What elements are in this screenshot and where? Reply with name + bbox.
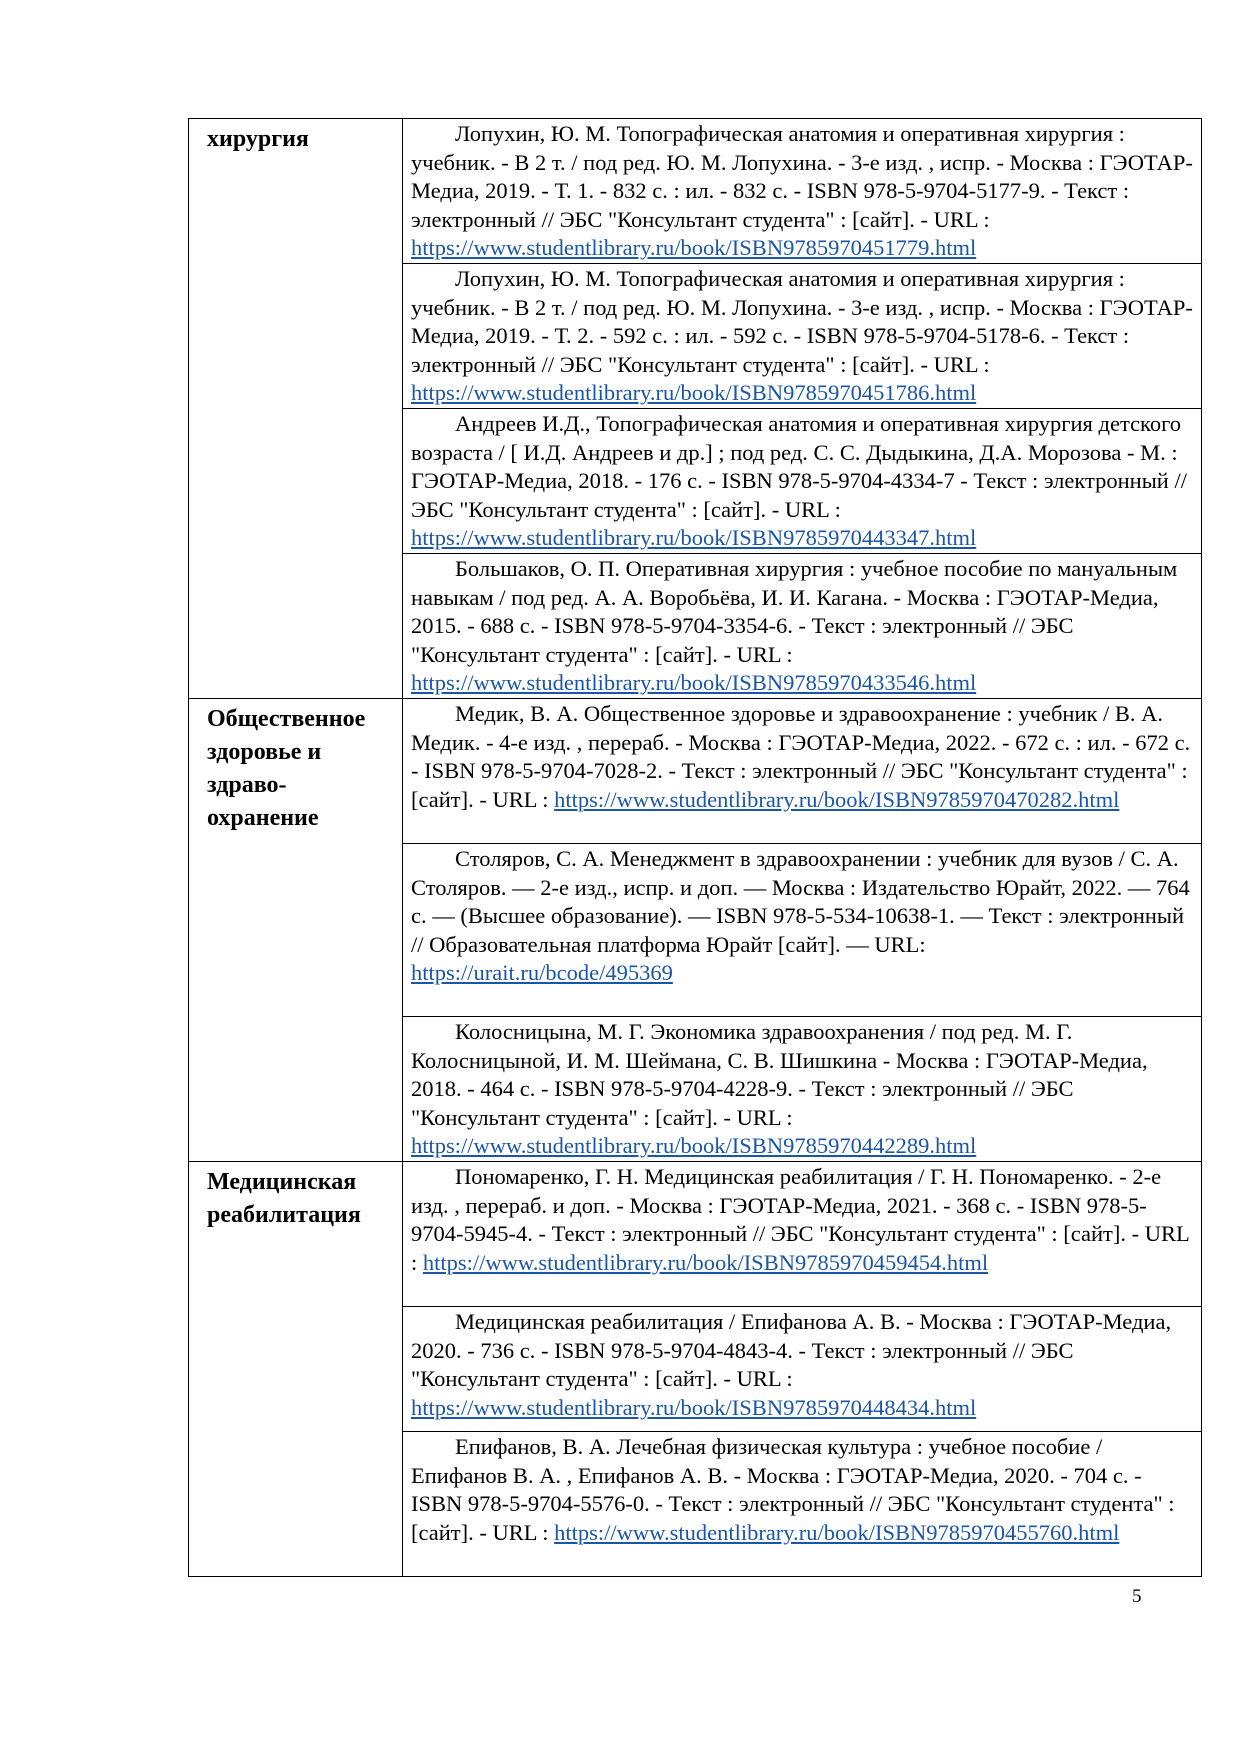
reference-link[interactable]: https://urait.ru/bcode/495369 xyxy=(411,960,673,986)
reference-link[interactable]: https://www.studentlibrary.ru/book/ISBN9785970455760.html xyxy=(554,1519,1120,1545)
reference-text: Лопухин, Ю. М. Топографическая анатомия и оперативная хирургия : учебник. - В 2 т. / под ред. Ю. М. Лопухина. - 3-е изд. , испр. - Москва : ГЭОТАР-Медиа, 2019. - Т. 2. - 592 с. : ил. - 592 с. - ISBN 978-5-9704-5178-6. - Текст : электронный // ЭБС "Консультант студента" : [сайт]. - URL : xyxy=(411,266,1193,377)
reference-entry xyxy=(403,264,1201,409)
reference-link[interactable]: https://www.studentlibrary.ru/book/ISBN9785970442289.html xyxy=(411,1133,977,1159)
reference-link[interactable]: https://www.studentlibrary.ru/book/ISBN9785970448434.html xyxy=(411,1394,977,1420)
reference-text: Медицинская реабилитация / Епифанова А. В. - Москва : ГЭОТАР-Медиа, 2020. - 736 с. - ISBN 978-5-9704-4843-4. - Текст : электронный // ЭБС "Консультант студента" : [сайт]. - URL : xyxy=(411,1309,1172,1392)
subject-cell xyxy=(189,1162,403,1577)
table-row xyxy=(189,1162,1202,1577)
reference-entry xyxy=(403,119,1201,264)
subject-title: Медицинская реабилитация xyxy=(207,1169,361,1228)
reference-text: Медик, В. А. Общественное здоровье и здравоохранение : учебник / В. А. Медик. - 4-е изд. , перераб. - Москва : ГЭОТАР-Медиа, 2022. - 672 с. : ил. - 672 с. - ISBN 978-5-9704-7028-2. - Текст : электронный // ЭБС "Консультант студента" : [сайт]. - URL : xyxy=(411,701,1191,812)
reference-link[interactable]: https://www.studentlibrary.ru/book/ISBN9785970459454.html xyxy=(422,1249,989,1275)
reference-entry xyxy=(403,409,1201,554)
reference-text: Колосницына, М. Г. Экономика здравоохранения / под ред. М. Г. Колосницыной, И. М. Шеймана, С. В. Шишкина - Москва : ГЭОТАР-Медиа, 2018. - 464 с. - ISBN 978-5-9704-4228-9. - Текст : электронный // ЭБС "Консультант студента" : [сайт]. - URL : xyxy=(411,1019,1148,1130)
reference-link[interactable]: https://www.studentlibrary.ru/book/ISBN9785970451786.html xyxy=(411,380,977,406)
reference-text: Епифанов, В. А. Лечебная физическая культура : учебное пособие / Епифанов В. А. , Епифанов А. В. - Москва : ГЭОТАР-Медиа, 2020. - 704 с. - ISBN 978-5-9704-5576-0. - Текст : электронный // ЭБС "Консультант студента" : [сайт]. - URL : xyxy=(411,1434,1175,1545)
references-cell xyxy=(403,1162,1202,1577)
reference-text: Столяров, С. А. Менеджмент в здравоохранении : учебник для вузов / С. А. Столяров. — 2-е изд., испр. и доп. — Москва : Издательство Юрайт, 2022. — 764 с. — (Высшее образование). — ISBN 978-5-534-10638-1. — Текст : электронный // Образовательная платформа Юрайт [сайт]. — URL: xyxy=(411,846,1190,957)
subject-title: хирургия xyxy=(207,126,309,152)
reference-link[interactable]: https://www.studentlibrary.ru/book/ISBN9785970470282.html xyxy=(554,786,1120,812)
table-row xyxy=(189,699,1202,1162)
subject-cell xyxy=(189,699,403,1162)
reference-entry xyxy=(403,1162,1201,1307)
reference-text: Андреев И.Д., Топографическая анатомия и оперативная хирургия детского возраста / [ И.Д. Андреев и др.] ; под ред. С. С. Дыдыкина, Д.А. Морозова - М. : ГЭОТАР-Медиа, 2018. - 176 с. - ISBN 978-5-9704-4334-7 - Текст : электронный // ЭБС "Консультант студента" : [сайт]. - URL : xyxy=(411,411,1187,522)
page-number: 5 xyxy=(1132,1586,1142,1607)
reference-text: Лопухин, Ю. М. Топографическая анатомия и оперативная хирургия : учебник. - В 2 т. / под ред. Ю. М. Лопухина. - 3-е изд. , испр. - Москва : ГЭОТАР-Медиа, 2019. - Т. 1. - 832 с. : ил. - 832 с. - ISBN 978-5-9704-5177-9. - Текст : электронный // ЭБС "Консультант студента" : [сайт]. - URL : xyxy=(411,121,1193,232)
reference-text: Большаков, О. П. Оперативная хирургия : учебное пособие по мануальным навыкам / под ред. А. А. Воробьёва, И. И. Кагана. - Москва : ГЭОТАР-Медиа, 2015. - 688 с. - ISBN 978-5-9704-3354-6. - Текст : электронный // ЭБС "Консультант студента" : [сайт]. - URL : xyxy=(411,556,1178,667)
reference-entry xyxy=(403,699,1201,844)
table-row xyxy=(189,119,1202,699)
references-cell xyxy=(403,119,1202,699)
reference-text: Пономаренко, Г. Н. Медицинская реабилитация / Г. Н. Пономаренко. - 2-е изд. , перераб. и доп. - Москва : ГЭОТАР-Медиа, 2021. - 368 с. - ISBN 978-5-9704-5945-4. - Текст : электронный // ЭБС "Консультант студента" : [сайт]. - URL : xyxy=(411,1164,1189,1275)
references-cell xyxy=(403,699,1202,1162)
subject-title: Общественное здоровье и здраво- охранение xyxy=(207,706,366,831)
references-table xyxy=(188,118,1202,1577)
reference-entry xyxy=(403,554,1201,698)
reference-link[interactable]: https://www.studentlibrary.ru/book/ISBN9785970451779.html xyxy=(411,235,977,261)
reference-entry xyxy=(403,1307,1201,1432)
reference-entry xyxy=(403,1432,1201,1576)
reference-entry xyxy=(403,844,1201,1017)
reference-link[interactable]: https://www.studentlibrary.ru/book/ISBN9785970433546.html xyxy=(411,670,977,696)
subject-cell xyxy=(189,119,403,699)
reference-entry xyxy=(403,1017,1201,1161)
reference-link[interactable]: https://www.studentlibrary.ru/book/ISBN9785970443347.html xyxy=(411,525,977,551)
